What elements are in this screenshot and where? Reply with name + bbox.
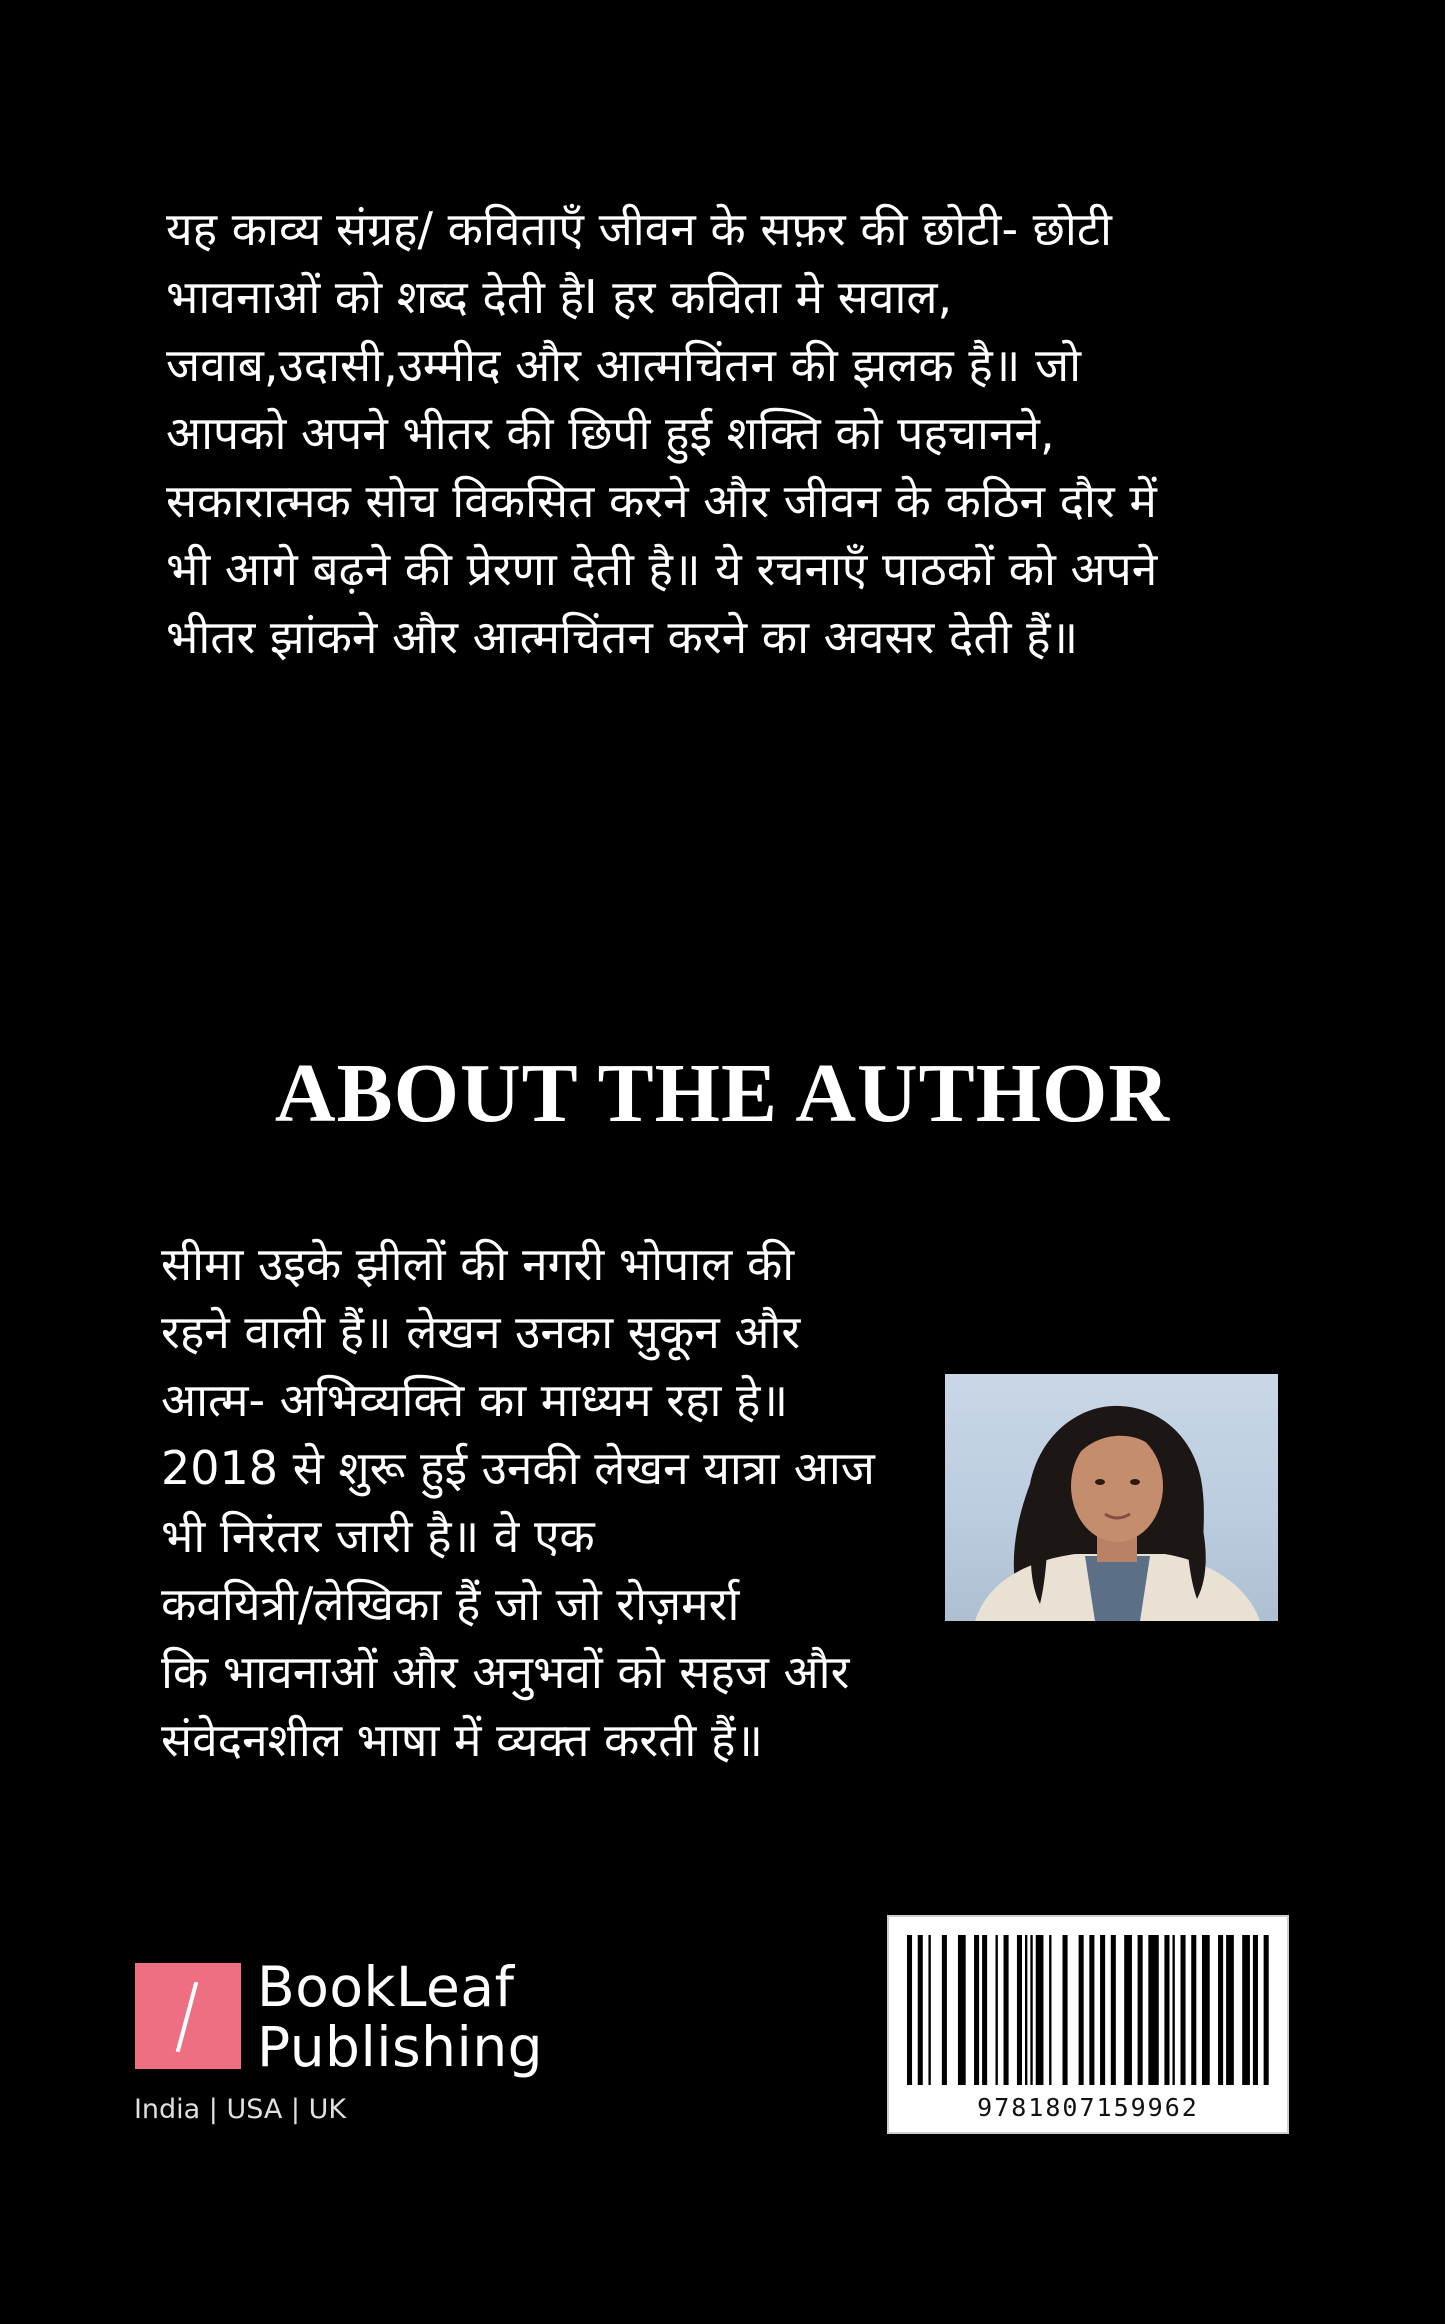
blurb-line: यह काव्य संग्रह/ कविताएँ जीवन के सफ़र की छोटी- छोटी — [166, 202, 1112, 256]
barcode-bar — [1063, 1935, 1068, 2085]
barcode-bar — [1172, 1935, 1174, 2085]
about-the-author-heading: ABOUT THE AUTHOR — [274, 1047, 1171, 1140]
barcode-bar — [1025, 1935, 1027, 2085]
blurb-line: भावनाओं को शब्द देती हैI हर कविता मे सवाल, — [166, 270, 953, 324]
barcode-bar — [974, 1935, 979, 2085]
slash-icon — [176, 1982, 198, 2053]
author-bio-line: सीमा उइके झीलों की नगरी भोपाल की — [161, 1237, 795, 1291]
author-bio-line: 2018 से शुरू हुई उनकी लेखन यात्रा आज — [161, 1441, 875, 1495]
barcode-bar — [928, 1935, 930, 2085]
barcode-bar — [1111, 1935, 1116, 2085]
barcode-bar — [1148, 1935, 1158, 2085]
author-bio-line: कवयित्री/लेखिका हैं जो जो रोज़मर्रा — [161, 1577, 740, 1631]
barcode-bars — [907, 1935, 1269, 2085]
barcode-bar — [1191, 1935, 1196, 2085]
barcode-bar — [1181, 1935, 1186, 2085]
author-portrait-illustration — [945, 1374, 1278, 1621]
publisher-logo-mark — [135, 1963, 241, 2069]
blurb-line: भीतर झांकने और आत्मचिंतन करने का अवसर देती हैं॥ — [166, 610, 1079, 664]
back-cover-blurb — [166, 195, 1266, 671]
barcode-bar — [918, 1935, 923, 2085]
author-photo — [945, 1374, 1278, 1621]
barcode-bar — [1100, 1935, 1105, 2085]
barcode-bar — [942, 1935, 947, 2085]
isbn-number: 9781807159962 — [977, 2093, 1199, 2122]
author-bio-line: भी निरंतर जारी है॥ वे एक — [161, 1509, 595, 1563]
barcode-bar — [1124, 1935, 1132, 2085]
blurb-line: सकारात्मक सोच विकसित करने और जीवन के कठिन दौर में — [166, 474, 1157, 528]
barcode-bar — [958, 1935, 966, 2085]
barcode-bar — [1253, 1935, 1258, 2085]
barcode-bar — [1242, 1935, 1250, 2085]
publisher-name-line: BookLeaf — [257, 1955, 515, 2019]
isbn-barcode — [887, 1915, 1289, 2134]
barcode-bar — [1017, 1935, 1022, 2085]
barcode-bar — [1264, 1935, 1269, 2085]
barcode-bar — [1202, 1935, 1210, 2085]
blurb-line: भी आगे बढ़ने की प्रेरणा देती है॥ ये रचनाएँ पाठकों को अपने — [166, 542, 1158, 596]
barcode-bar — [907, 1935, 912, 2085]
blurb-line: जवाब,उदासी,उम्मीद और आत्मचिंतन की झलक है॥ जो — [166, 338, 1081, 392]
author-bio — [161, 1230, 913, 1774]
barcode-bar — [1226, 1935, 1234, 2085]
barcode-bar — [1218, 1935, 1223, 2085]
barcode-bar — [1138, 1935, 1143, 2085]
barcode-bar — [982, 1935, 987, 2085]
barcode-bar — [1079, 1935, 1084, 2085]
publisher-name-line: Publishing — [257, 2015, 544, 2079]
author-bio-line: रहने वाली हैं॥ लेखन उनका सुकून और — [161, 1305, 801, 1359]
barcode-bar — [1164, 1935, 1169, 2085]
barcode-bar — [1030, 1935, 1032, 2085]
barcode-bar — [1036, 1935, 1044, 2085]
author-bio-line: कि भावनाओं और अनुभवों को सहज और — [161, 1645, 850, 1699]
publisher-logo — [135, 1955, 544, 2083]
barcode-bar — [995, 1935, 997, 2085]
publisher-name — [257, 1957, 543, 2077]
barcode-bar — [1049, 1935, 1051, 2085]
blurb-line: आपको अपने भीतर की छिपी हुई शक्ति को पहचानने, — [166, 406, 1055, 460]
author-bio-line: आत्म- अभिव्यक्ति का माध्यम रहा हे॥ — [161, 1373, 789, 1427]
publisher-regions: India | USA | UK — [133, 2094, 347, 2125]
barcode-bar — [1004, 1935, 1009, 2085]
author-bio-line: संवेदनशील भाषा में व्यक्त करती हैं॥ — [161, 1713, 763, 1767]
barcode-bar — [1089, 1935, 1094, 2085]
